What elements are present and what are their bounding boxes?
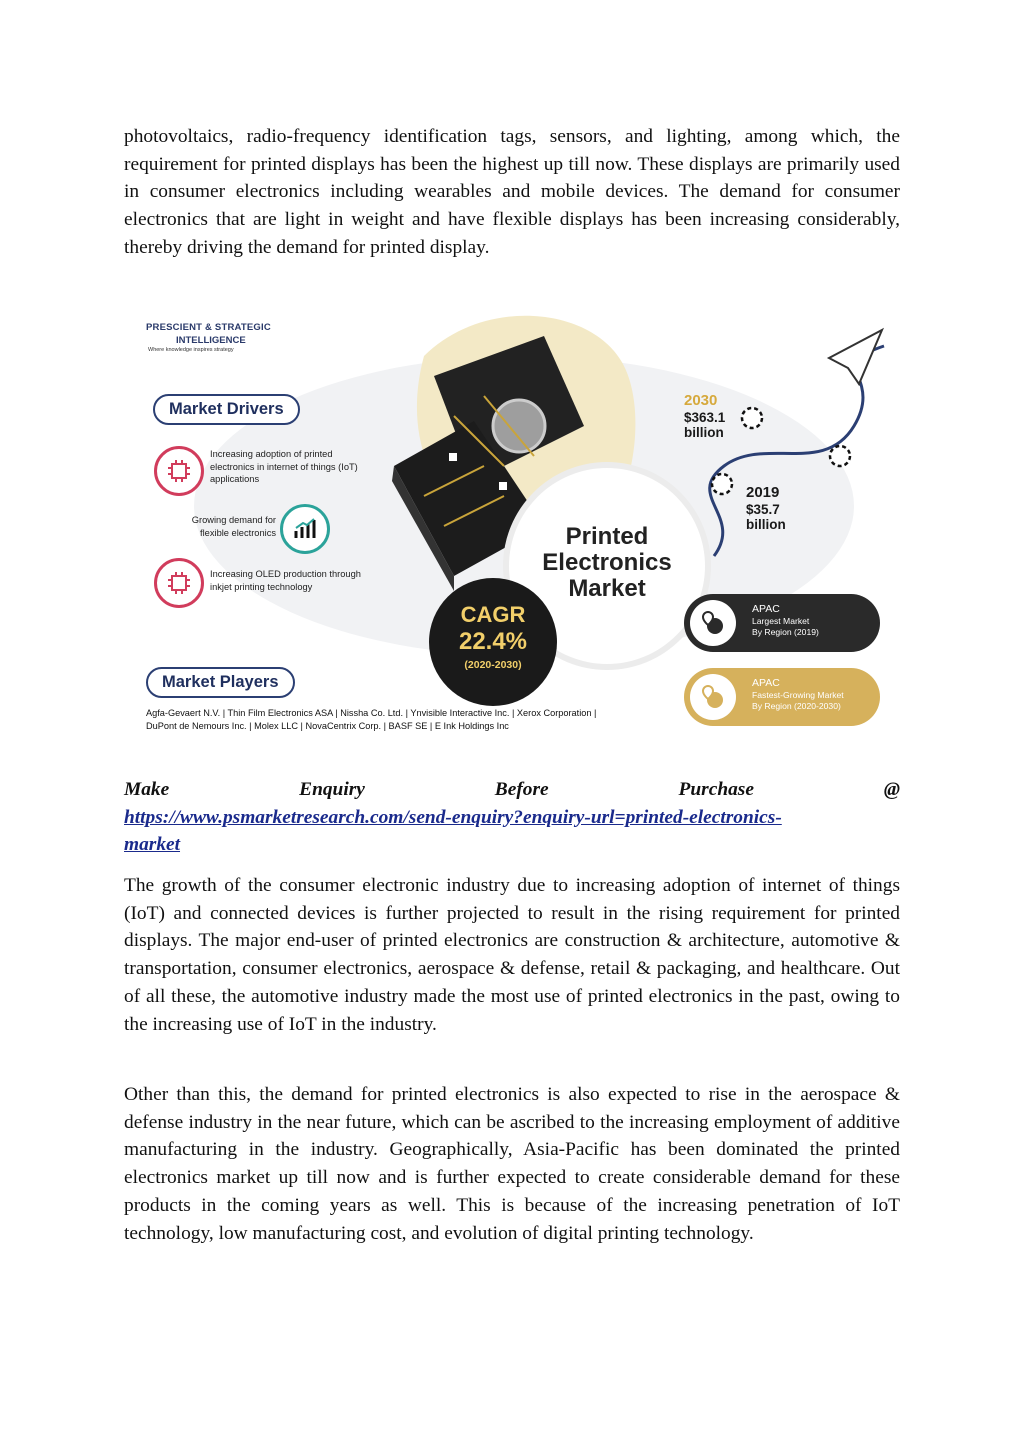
apac-fastest-line1: Fastest-Growing Market (752, 690, 844, 700)
enquiry-word-4: Purchase (678, 779, 754, 800)
enquiry-link[interactable] (124, 804, 900, 859)
driver-text-1: Increasing adoption of printed electronics in internet of things (IoT) applications (210, 449, 358, 484)
path-marker-2030 (742, 408, 762, 428)
globe-pin-icon (690, 600, 736, 646)
enquiry-word-3: Before (494, 779, 549, 800)
globe-pin-icon (690, 674, 736, 720)
cagr-value: 22.4% (458, 628, 528, 655)
enquiry-block (124, 776, 900, 859)
logo-subtext: INTELLIGENCE (176, 335, 246, 346)
iot-chip-icon (154, 446, 204, 496)
logo-text: PRESCIENT & STRATEGIC (146, 322, 271, 333)
intro-paragraph: photovoltaics, radio-frequency identification tags, sensors, and lighting, among which, the requirement for printed displays has been the highest up till now. These displays are primarily used in consumer electronics including wearables and mobile devices. The demand for consumer electronics that are light in weight and have flexible displays has been increasing considerably, thereby driving the demand for printed display. (124, 126, 900, 258)
market-players-list (146, 707, 686, 733)
apac-fastest-head: APAC (752, 677, 780, 689)
enquiry-word-1: Make (124, 779, 170, 800)
center-title-line-2: Electronics (542, 549, 672, 576)
market-infographic (124, 306, 902, 754)
oled-chip-icon (154, 558, 204, 608)
forecast-2030-year: 2030 (684, 392, 718, 409)
base-2019-year: 2019 (746, 484, 780, 501)
driver-text-2: Growing demand for flexible electronics (191, 515, 276, 538)
cagr-badge (429, 578, 557, 706)
center-title-line-3: Market (568, 575, 646, 602)
cagr-label: CAGR (460, 602, 526, 627)
forecast-2030-unit: billion (684, 425, 724, 440)
forecast-2030 (684, 392, 725, 440)
driver-text-3: Increasing OLED production through inkjet printing technology (210, 569, 361, 592)
regional-paragraph: Other than this, the demand for printed electronics is also expected to rise in the aerospace & defense industry in the near future, which can be ascribed to the increasing employment of additive manufacturing in the industry. Geographically, Asia-Pacific has been dominated the printed electronics market up till now and is further expected to create considerable demand for these products in the coming years as well. This is because of the increasing penetration of IoT technology, low manufacturing cost, and evolution of digital printing technology. (124, 1084, 900, 1244)
apac-largest-line1: Largest Market (752, 616, 810, 626)
players-line-1: Agfa-Gevaert N.V. | Thin Film Electronics ASA | Nissha Co. Ltd. | Ynvisible Interactive Inc. | Xerox Corporation | (146, 708, 597, 718)
apac-fastest-box (684, 668, 880, 726)
paper-plane-icon (829, 330, 882, 384)
base-2019-value: $35.7 (746, 502, 780, 517)
players-line-2: DuPont de Nemours Inc. | Molex LLC | NovaCentrix Corp. | BASF SE | E Ink Holdings Inc (146, 721, 509, 731)
apac-largest-head: APAC (752, 603, 780, 615)
growth-chart-icon (280, 504, 330, 554)
path-marker-2019 (712, 474, 732, 494)
path-marker-mid (830, 446, 850, 466)
market-drivers-pill: Market Drivers (153, 394, 300, 425)
enquiry-link-line-2[interactable]: market (124, 834, 181, 856)
apac-fastest-line2: By Region (2020-2030) (752, 701, 841, 711)
enquiry-word-2: Enquiry (299, 779, 365, 800)
base-2019 (746, 484, 786, 532)
logo-tagline: Where knowledge inspires strategy (148, 347, 234, 353)
apac-largest-box (684, 594, 880, 652)
growth-paragraph: The growth of the consumer electronic industry due to increasing adoption of internet of things (IoT) and connected devices is further projected to result in the rising requirement for printed displays. The major end-user of printed electronics are construction & architecture, automotive & transportation, consumer electronics, aerospace & defense, retail & packaging, and healthcare. Out of all these, the automotive industry made the most use of printed electronics in the past, owing to the increasing use of IoT in the industry. (124, 875, 900, 1035)
center-title-line-1: Printed (565, 523, 649, 550)
cagr-period: (2020-2030) (464, 659, 522, 671)
forecast-2030-value: $363.1 (684, 410, 726, 425)
apac-largest-line2: By Region (2019) (752, 627, 819, 637)
enquiry-link-line-1[interactable]: https://www.psmarketresearch.com/send-enquiry?enquiry-url=printed-electronics- (124, 806, 782, 828)
base-2019-unit: billion (746, 517, 786, 532)
enquiry-heading (124, 776, 900, 804)
market-players-pill: Market Players (146, 667, 295, 698)
enquiry-at-sign: @ (883, 779, 900, 800)
